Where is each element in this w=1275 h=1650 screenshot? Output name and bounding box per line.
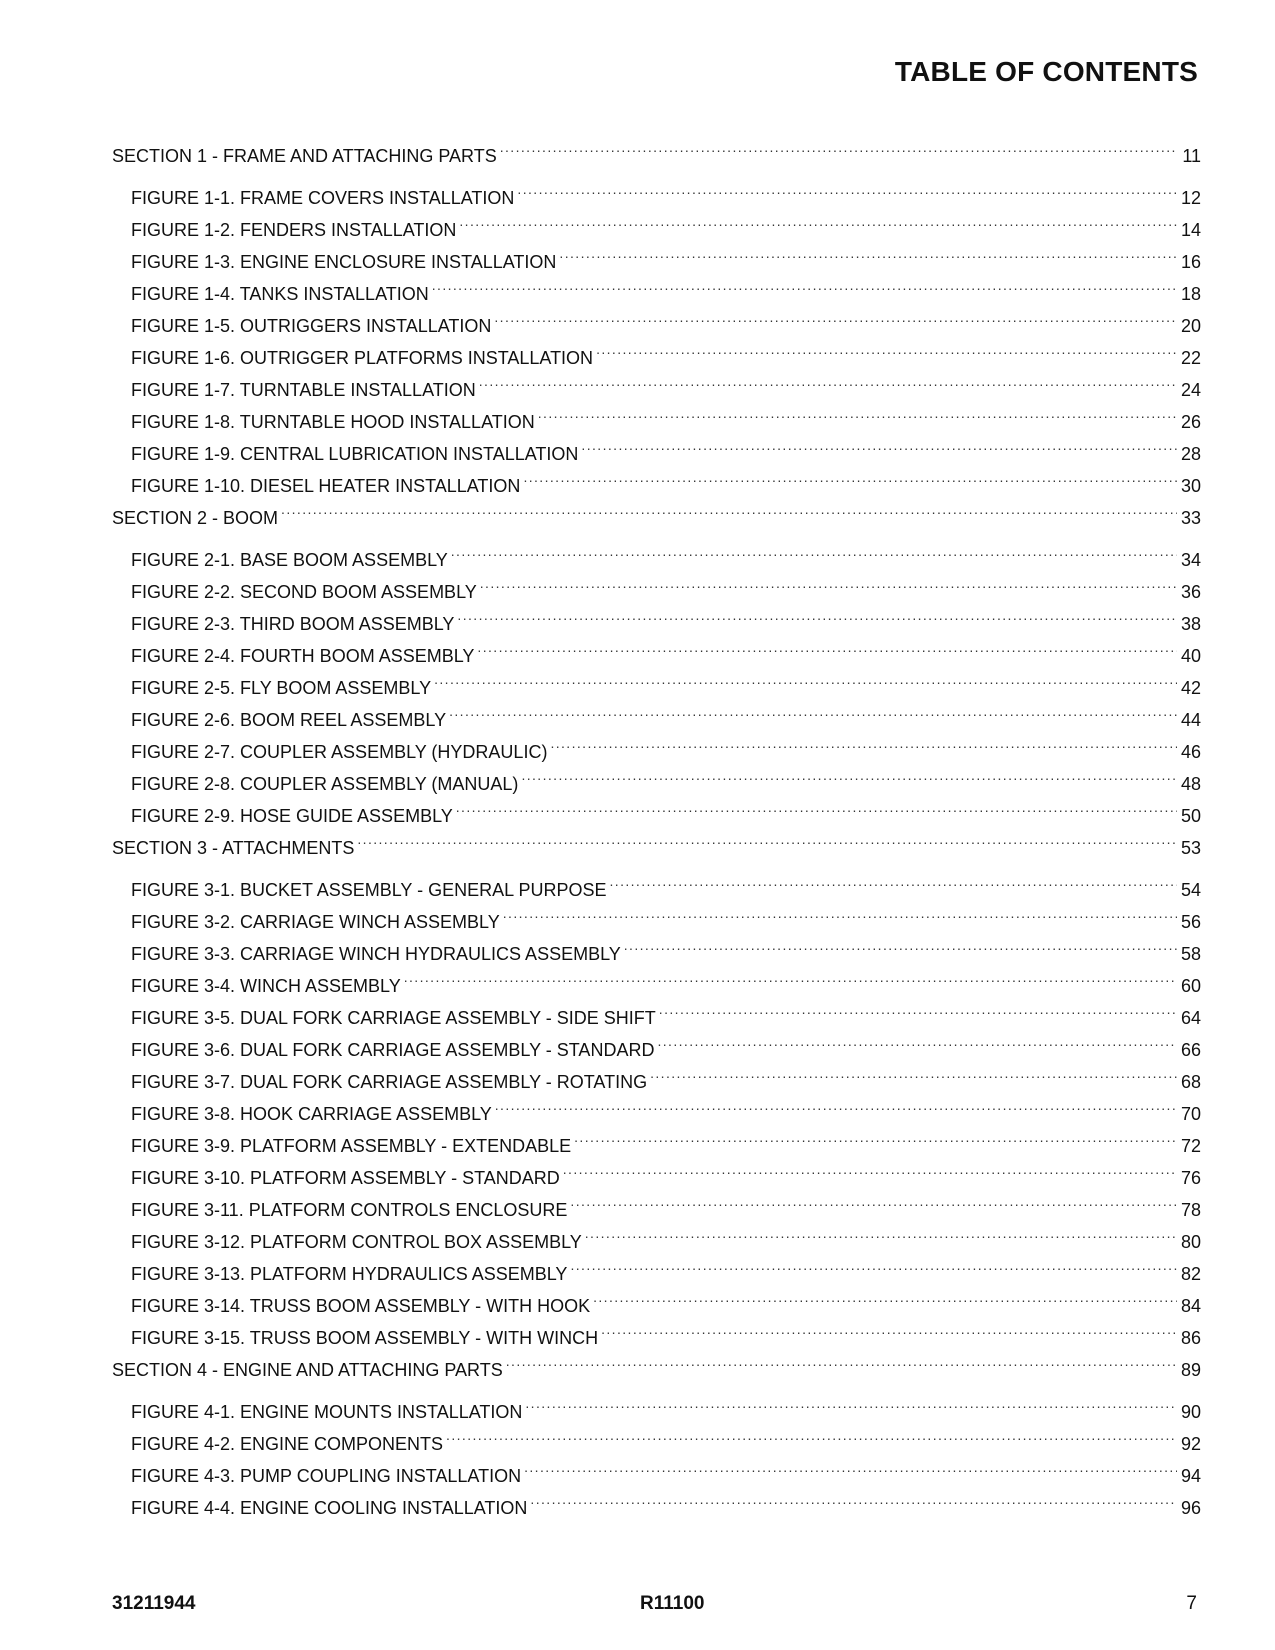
dot-leader: [521, 758, 1177, 790]
dot-leader: [449, 694, 1177, 726]
toc-page-number: 53: [1180, 838, 1201, 858]
dot-leader: [480, 566, 1177, 598]
dot-leader: [500, 130, 1177, 162]
dot-leader: [517, 172, 1177, 204]
toc-page-number: 58: [1180, 944, 1201, 964]
toc-page-number: 60: [1180, 976, 1201, 996]
toc-figure-title: FIGURE 3-1. BUCKET ASSEMBLY - GENERAL PURPOSE: [131, 880, 607, 900]
dot-leader: [281, 492, 1177, 524]
dot-leader: [650, 1056, 1177, 1088]
page-footer: [112, 1593, 1197, 1617]
toc-figure-title: FIGURE 3-4. WINCH ASSEMBLY: [131, 976, 401, 996]
dot-leader: [550, 726, 1177, 758]
toc-page-number: 42: [1180, 678, 1201, 698]
toc-page-number: 18: [1180, 284, 1201, 304]
dot-leader: [581, 428, 1177, 460]
toc-page-number: 70: [1180, 1104, 1201, 1124]
toc-page-number: 14: [1180, 220, 1201, 240]
toc-section: [112, 130, 1201, 496]
toc-figure-title: FIGURE 2-9. HOSE GUIDE ASSEMBLY: [131, 806, 453, 826]
toc-page-number: 11: [1182, 146, 1201, 166]
toc-figure-title: FIGURE 1-10. DIESEL HEATER INSTALLATION: [131, 476, 521, 496]
toc-figure-title: FIGURE 2-6. BOOM REEL ASSEMBLY: [131, 710, 447, 730]
toc-figure-title: FIGURE 1-2. FENDERS INSTALLATION: [131, 220, 457, 240]
toc-page-number: 50: [1180, 806, 1201, 826]
dot-leader: [593, 1280, 1177, 1312]
toc-figure-title: FIGURE 3-8. HOOK CARRIAGE ASSEMBLY: [131, 1104, 492, 1124]
dot-leader: [624, 928, 1177, 960]
toc-page-number: 26: [1180, 412, 1201, 432]
dot-leader: [585, 1216, 1177, 1248]
toc-figure-title: FIGURE 3-5. DUAL FORK CARRIAGE ASSEMBLY - SIDE SHIFT: [131, 1008, 656, 1028]
toc-figure-title: FIGURE 2-4. FOURTH BOOM ASSEMBLY: [131, 646, 475, 666]
toc-page-number: 78: [1180, 1200, 1201, 1220]
toc-page-number: 92: [1180, 1434, 1201, 1454]
toc-figure-title: FIGURE 3-9. PLATFORM ASSEMBLY - EXTENDABLE: [131, 1136, 572, 1156]
dot-leader: [456, 790, 1177, 822]
dot-leader: [457, 598, 1177, 630]
toc-figure-title: FIGURE 4-3. PUMP COUPLING INSTALLATION: [131, 1466, 522, 1486]
toc-page-number: 90: [1180, 1402, 1201, 1422]
toc-figure-title: FIGURE 1-5. OUTRIGGERS INSTALLATION: [131, 316, 492, 336]
toc-figure-title: FIGURE 2-2. SECOND BOOM ASSEMBLY: [131, 582, 477, 602]
dot-leader: [506, 1344, 1177, 1376]
toc-figure-title: FIGURE 2-5. FLY BOOM ASSEMBLY: [131, 678, 432, 698]
dot-leader: [525, 1386, 1177, 1418]
toc-figure-entry[interactable]: [112, 534, 1201, 570]
dot-leader: [570, 1184, 1177, 1216]
table-of-contents: [112, 130, 1201, 1518]
toc-section-title: SECTION 3 - ATTACHMENTS: [112, 838, 355, 858]
toc-section-title: SECTION 2 - BOOM: [112, 508, 279, 528]
toc-page-number: 24: [1180, 380, 1201, 400]
toc-page-number: 96: [1180, 1498, 1201, 1518]
toc-page-number: 86: [1180, 1328, 1201, 1348]
toc-page-number: 48: [1180, 774, 1201, 794]
dot-leader: [432, 268, 1177, 300]
dot-leader: [503, 896, 1177, 928]
toc-page-number: 12: [1180, 188, 1201, 208]
toc-page-number: 46: [1180, 742, 1201, 762]
toc-figure-title: FIGURE 2-7. COUPLER ASSEMBLY (HYDRAULIC): [131, 742, 548, 762]
dot-leader: [657, 1024, 1177, 1056]
dot-leader: [609, 864, 1177, 896]
dot-leader: [530, 1482, 1177, 1514]
toc-figure-title: FIGURE 1-9. CENTRAL LUBRICATION INSTALLATION: [131, 444, 579, 464]
toc-figure-title: FIGURE 1-6. OUTRIGGER PLATFORMS INSTALLATION: [131, 348, 594, 368]
toc-section: [112, 492, 1201, 826]
toc-section-title: SECTION 1 - FRAME AND ATTACHING PARTS: [112, 146, 497, 166]
toc-figure-title: FIGURE 2-3. THIRD BOOM ASSEMBLY: [131, 614, 455, 634]
toc-page-number: 28: [1180, 444, 1201, 464]
toc-figure-title: FIGURE 1-7. TURNTABLE INSTALLATION: [131, 380, 476, 400]
dot-leader: [601, 1312, 1177, 1344]
toc-page-number: 34: [1180, 550, 1201, 570]
toc-page-number: 44: [1180, 710, 1201, 730]
toc-page-number: 54: [1180, 880, 1201, 900]
dot-leader: [434, 662, 1177, 694]
toc-figure-title: FIGURE 4-2. ENGINE COMPONENTS: [131, 1434, 444, 1454]
toc-figure-title: FIGURE 1-1. FRAME COVERS INSTALLATION: [131, 188, 515, 208]
toc-page-number: 94: [1180, 1466, 1201, 1486]
toc-figure-title: FIGURE 3-3. CARRIAGE WINCH HYDRAULICS ASSEMBLY: [131, 944, 621, 964]
toc-page-number: 30: [1180, 476, 1201, 496]
dot-leader: [357, 822, 1177, 854]
toc-figure-title: FIGURE 1-8. TURNTABLE HOOD INSTALLATION: [131, 412, 535, 432]
toc-page-number: 68: [1180, 1072, 1201, 1092]
toc-section-title: SECTION 4 - ENGINE AND ATTACHING PARTS: [112, 1360, 503, 1380]
toc-figure-title: FIGURE 3-14. TRUSS BOOM ASSEMBLY - WITH HOOK: [131, 1296, 591, 1316]
dot-leader: [523, 460, 1177, 492]
toc-page-number: 66: [1180, 1040, 1201, 1060]
toc-figure-entry[interactable]: [112, 864, 1201, 900]
dot-leader: [479, 364, 1177, 396]
toc-page-number: 36: [1180, 582, 1201, 602]
toc-figure-title: FIGURE 4-1. ENGINE MOUNTS INSTALLATION: [131, 1402, 523, 1422]
dot-leader: [538, 396, 1177, 428]
toc-figure-title: FIGURE 1-4. TANKS INSTALLATION: [131, 284, 429, 304]
page-title: TABLE OF CONTENTS: [894, 56, 1198, 87]
dot-leader: [459, 204, 1177, 236]
toc-page-number: 20: [1180, 316, 1201, 336]
toc-figure-title: FIGURE 3-13. PLATFORM HYDRAULICS ASSEMBLY: [131, 1264, 568, 1284]
toc-page-number: 56: [1180, 912, 1201, 932]
toc-page-number: 80: [1180, 1232, 1201, 1252]
toc-page-number: 64: [1180, 1008, 1201, 1028]
dot-leader: [570, 1248, 1177, 1280]
toc-page-number: 40: [1180, 646, 1201, 666]
toc-figure-title: FIGURE 3-12. PLATFORM CONTROL BOX ASSEMBLY: [131, 1232, 582, 1252]
toc-page-number: 84: [1180, 1296, 1201, 1316]
toc-figure-title: FIGURE 4-4. ENGINE COOLING INSTALLATION: [131, 1498, 528, 1518]
dot-leader: [451, 534, 1177, 566]
toc-figure-title: FIGURE 3-2. CARRIAGE WINCH ASSEMBLY: [131, 912, 500, 932]
dot-leader: [559, 236, 1177, 268]
footer-revision: R11100: [640, 1593, 705, 1614]
toc-page-number: 89: [1180, 1360, 1201, 1380]
dot-leader: [563, 1152, 1177, 1184]
toc-section: [112, 822, 1201, 1348]
toc-figure-title: FIGURE 3-10. PLATFORM ASSEMBLY - STANDARD: [131, 1168, 560, 1188]
toc-figure-title: FIGURE 1-3. ENGINE ENCLOSURE INSTALLATION: [131, 252, 557, 272]
dot-leader: [574, 1120, 1177, 1152]
dot-leader: [495, 1088, 1177, 1120]
footer-document-number: 31211944: [112, 1593, 196, 1614]
dot-leader: [596, 332, 1177, 364]
toc-page-number: 76: [1180, 1168, 1201, 1188]
dot-leader: [446, 1418, 1177, 1450]
toc-figure-title: FIGURE 3-15. TRUSS BOOM ASSEMBLY - WITH WINCH: [131, 1328, 599, 1348]
toc-page-number: 38: [1180, 614, 1201, 634]
toc-figure-title: FIGURE 2-1. BASE BOOM ASSEMBLY: [131, 550, 448, 570]
toc-section: [112, 1344, 1201, 1518]
toc-page-number: 22: [1180, 348, 1201, 368]
dot-leader: [494, 300, 1177, 332]
toc-page-number: 33: [1180, 508, 1201, 528]
toc-figure-entry[interactable]: [112, 172, 1201, 208]
dot-leader: [524, 1450, 1177, 1482]
toc-figure-entry[interactable]: [112, 1386, 1201, 1422]
toc-figure-title: FIGURE 3-6. DUAL FORK CARRIAGE ASSEMBLY - STANDARD: [131, 1040, 655, 1060]
toc-section-entry[interactable]: [112, 130, 1201, 172]
dot-leader: [659, 992, 1177, 1024]
toc-figure-title: FIGURE 3-7. DUAL FORK CARRIAGE ASSEMBLY - ROTATING: [131, 1072, 648, 1092]
footer-page-number: 7: [1186, 1593, 1197, 1614]
toc-page-number: 72: [1180, 1136, 1201, 1156]
dot-leader: [477, 630, 1177, 662]
dot-leader: [404, 960, 1177, 992]
toc-figure-title: FIGURE 3-11. PLATFORM CONTROLS ENCLOSURE: [131, 1200, 568, 1220]
toc-page-number: 82: [1180, 1264, 1201, 1284]
toc-figure-title: FIGURE 2-8. COUPLER ASSEMBLY (MANUAL): [131, 774, 519, 794]
toc-page-number: 16: [1180, 252, 1201, 272]
